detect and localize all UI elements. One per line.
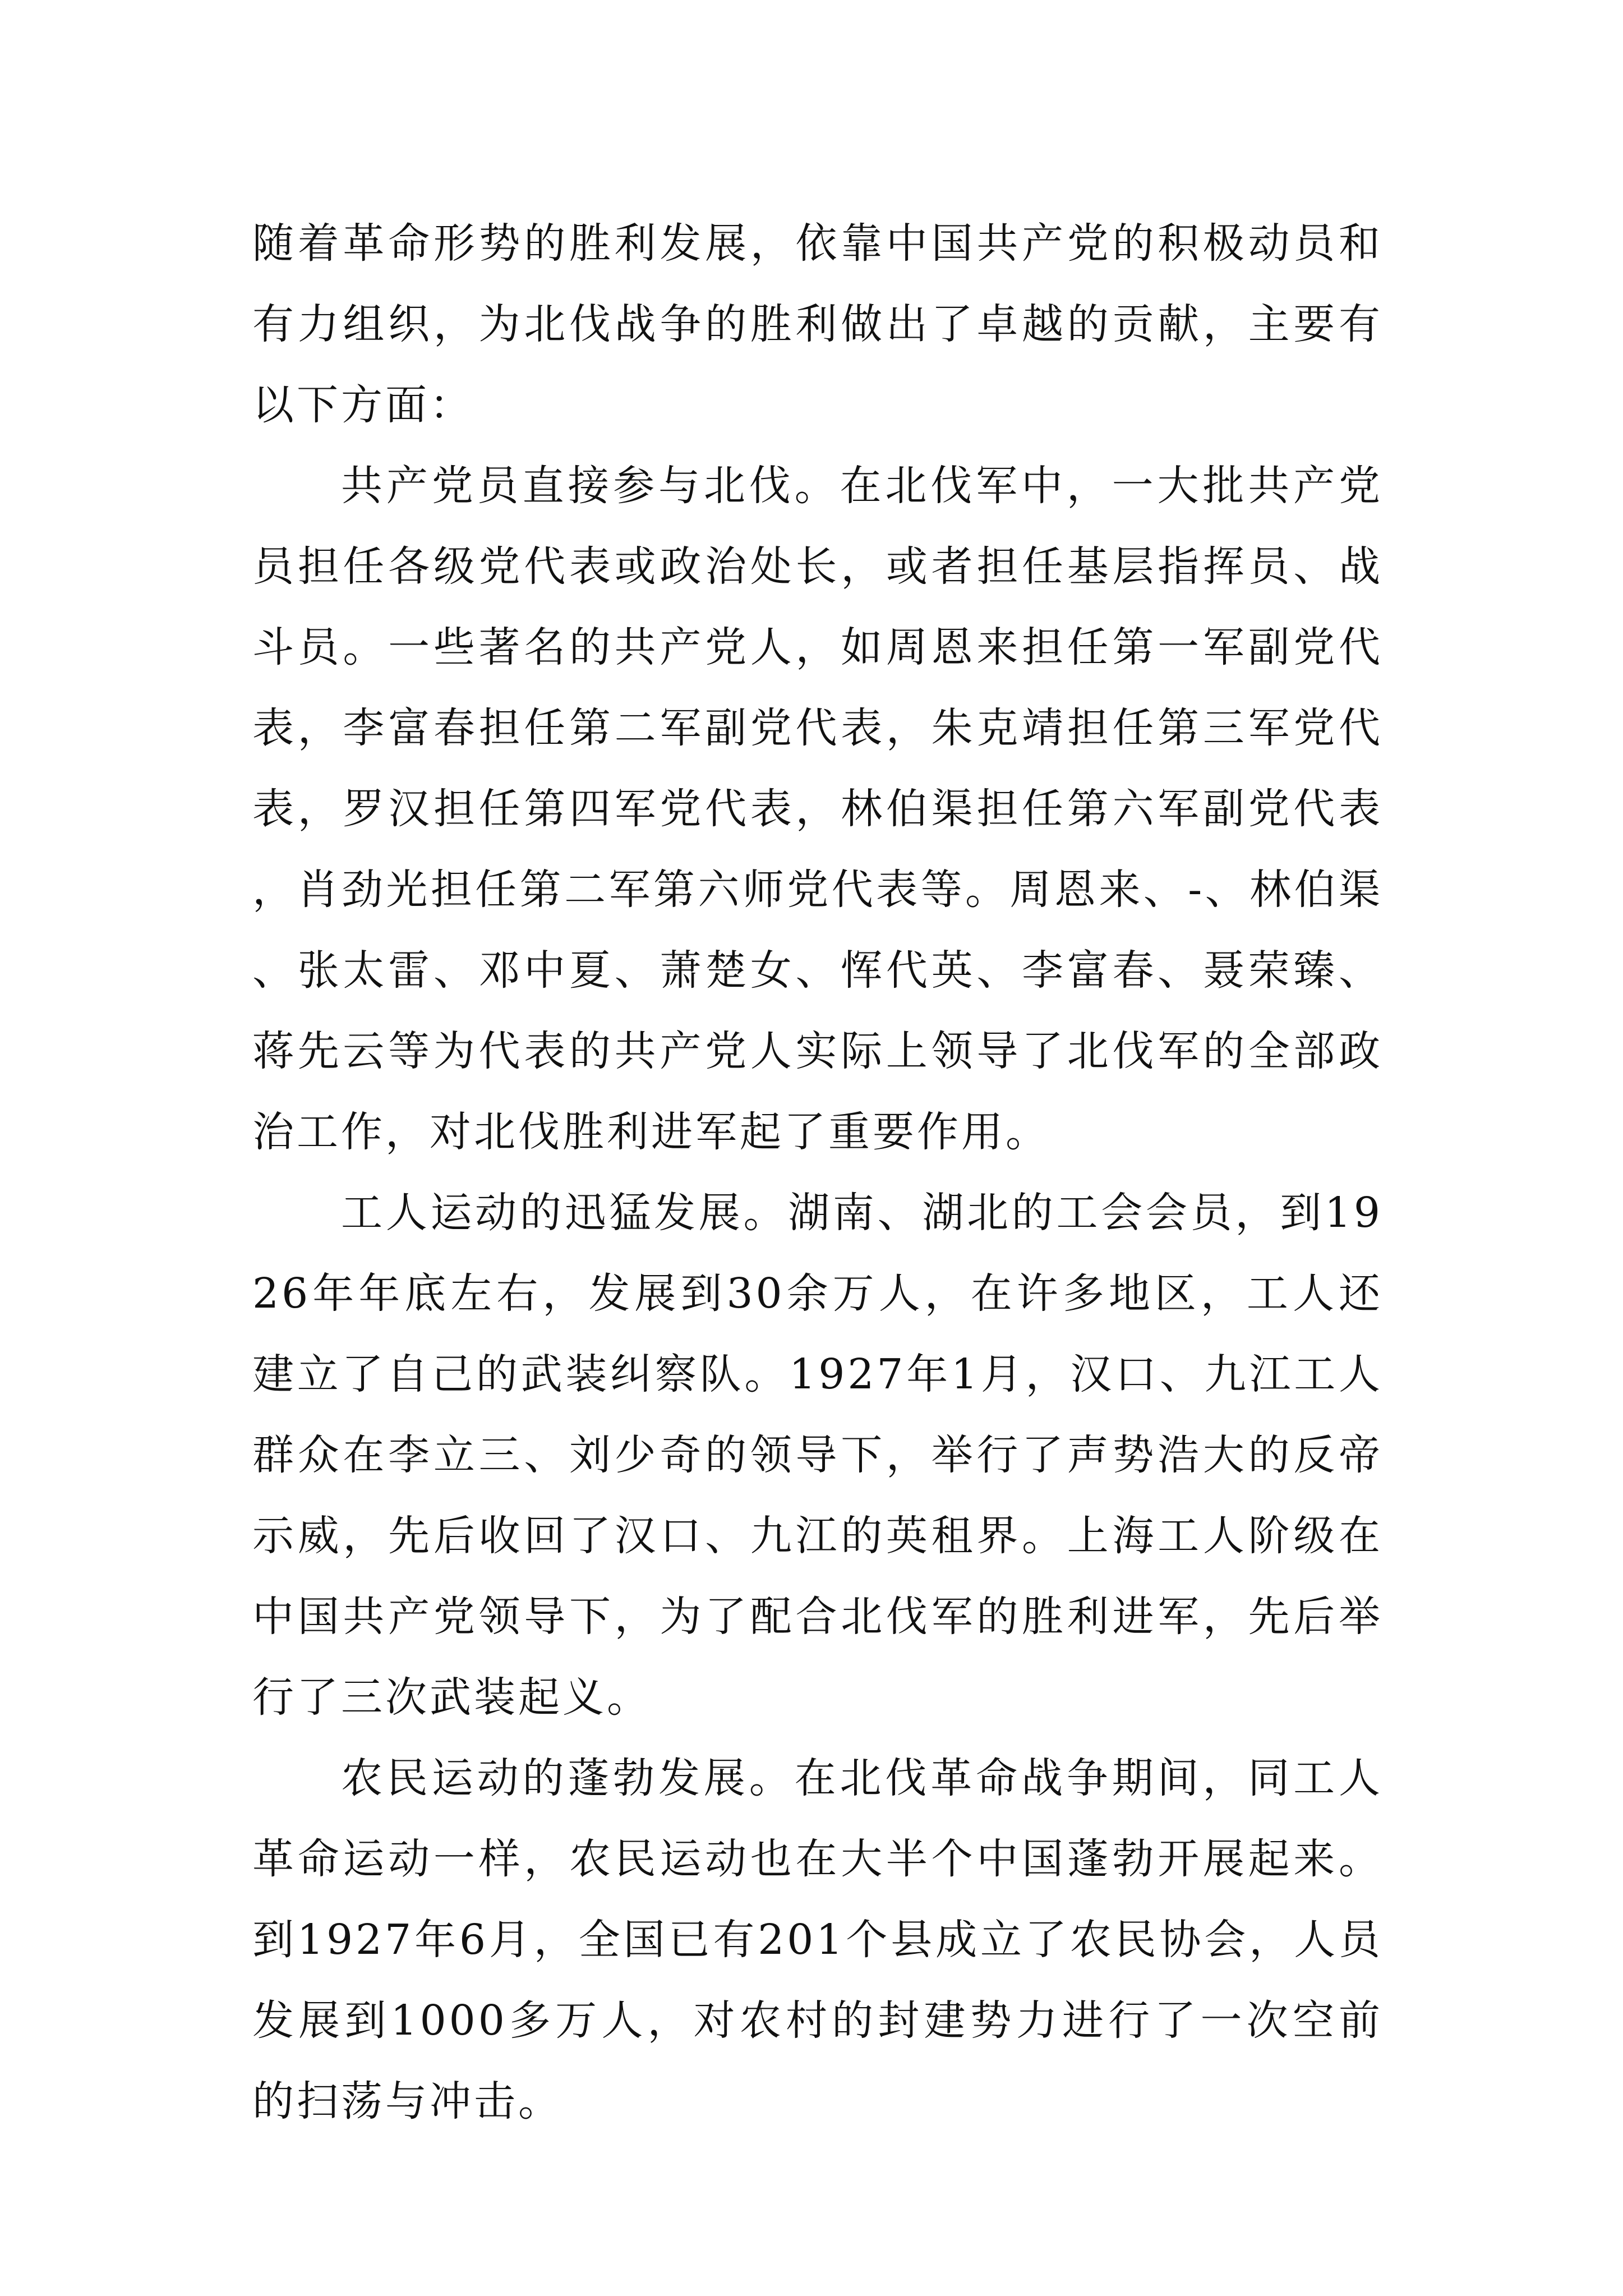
- document-body: [252, 203, 1383, 2142]
- paragraph-party-members: 共产党员直接参与北伐。在北伐军中，一大批共产党员担任各级党代表或政治处长，或者担任基层指挥员、战斗员。一些著名的共产党人，如周恩来担任第一军副党代表，李富春担任第二军副党代表，朱克靖担任第三军党代表，罗汉担任第四军党代表，林伯渠担任第六军副党代表，肖劲光担任第二军第六师党代表等。周恩来、-、林伯渠、张太雷、邓中夏、萧楚女、恽代英、李富春、聂荣臻、蒋先云等为代表的共产党人实际上领导了北伐军的全部政治工作，对北伐胜利进军起了重要作用。: [252, 462, 1383, 1156]
- paragraph-intro: 随着革命形势的胜利发展，依靠中国共产党的积极动员和有力组织，为北伐战争的胜利做出了卓越的贡献，主要有以下方面：: [252, 219, 1383, 429]
- paragraph-workers-movement: 工人运动的迅猛发展。湖南、湖北的工会会员，到1926年年底左右，发展到30余万人，在许多地区，工人还建立了自己的武装纠察队。1927年1月，汉口、九江工人群众在李立三、刘少奇的领导下，举行了声势浩大的反帝示威，先后收回了汉口、九江的英租界。上海工人阶级在中国共产党领导下，为了配合北伐军的胜利进军，先后举行了三次武装起义。: [252, 1189, 1383, 1722]
- paragraph-peasants-movement: 农民运动的蓬勃发展。在北伐革命战争期间，同工人革命运动一样，农民运动也在大半个中国蓬勃开展起来。到1927年6月，全国已有201个县成立了农民协会，人员发展到1000多万人，对农村的封建势力进行了一次空前的扫荡与冲击。: [252, 1754, 1383, 2125]
